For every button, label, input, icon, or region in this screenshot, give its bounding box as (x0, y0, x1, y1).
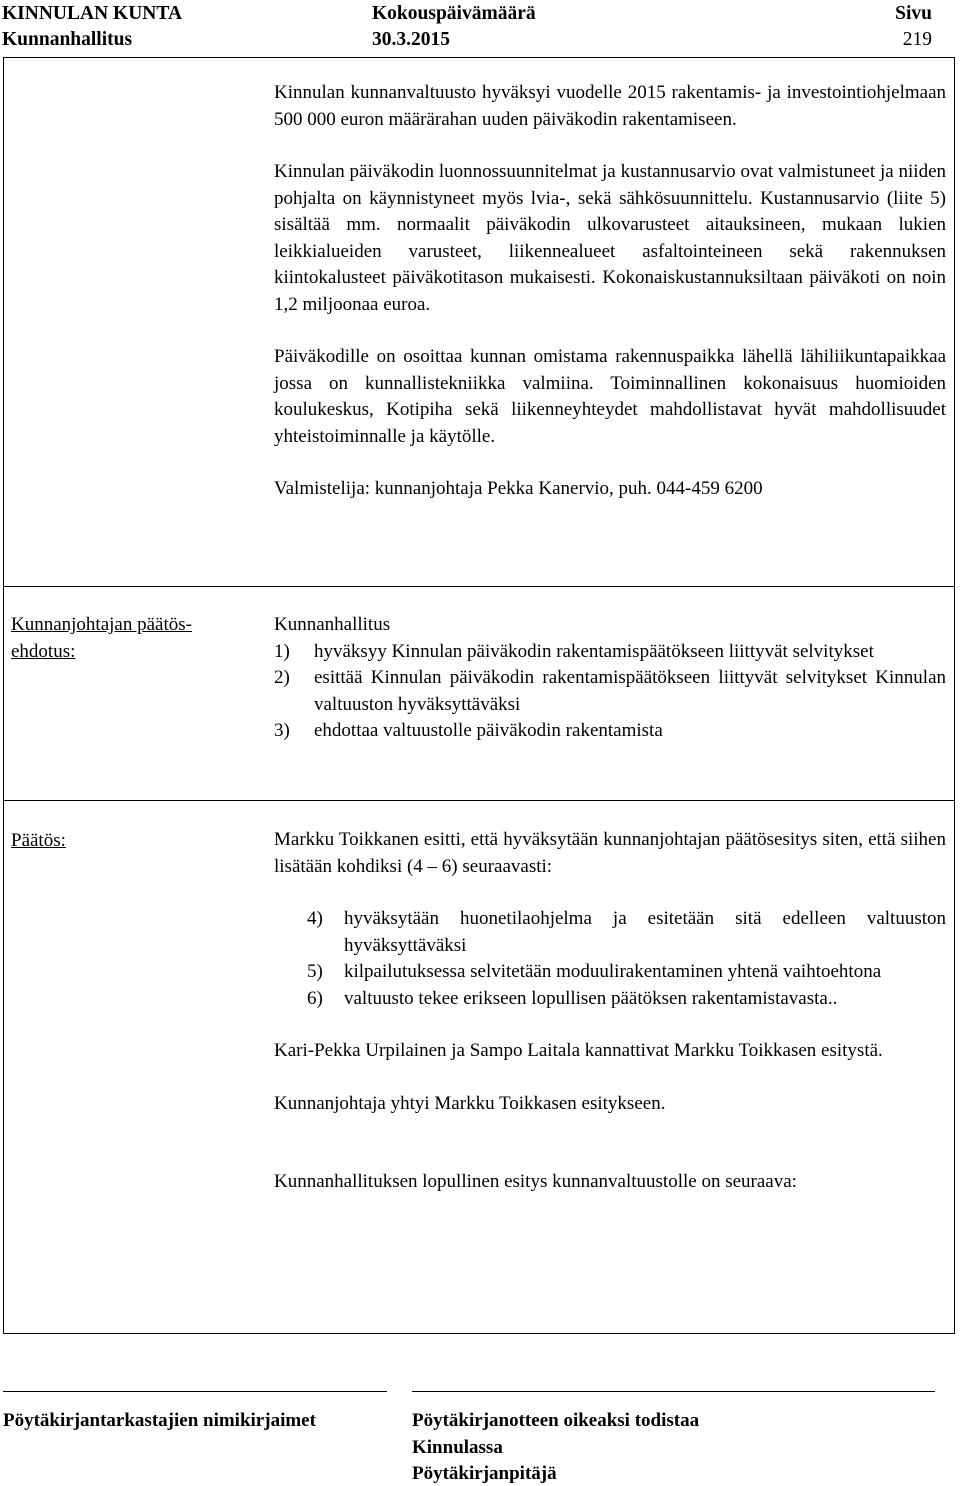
decision-label (11, 827, 251, 854)
decision-paragraph-3: Kunnanjohtaja yhtyi Markku Toikkasen esitykseen. (274, 1092, 666, 1114)
page-number: 219 (902, 29, 932, 50)
decision-paragraph-4: Kunnanhallituksen lopullinen esitys kunnanvaltuustolle on seuraava: (274, 1171, 797, 1192)
decision-paragraph-2: Kari-Pekka Urpilainen ja Sampo Laitala kannattivat Markku Toikkasen esitystä. (274, 1040, 883, 1061)
preparer-line: Valmistelija: kunnanjohtaja Pekka Kanervio, puh. 044-459 6200 (274, 478, 763, 499)
footer-secretary: Pöytäkirjanpitäjä (412, 1463, 557, 1484)
proposal-label-line-2: ehdotus: (11, 641, 76, 662)
proposal-label (11, 611, 251, 665)
item-number: 1) (274, 640, 290, 662)
list-item (274, 906, 946, 959)
item-text: kilpailutuksessa selvitetään moduulirakentaminen yhtenä vaihtoehtona (344, 961, 882, 982)
list-item (274, 665, 946, 718)
item-number: 5) (307, 961, 323, 982)
item-text: esittää Kinnulan päiväkodin rakentamispäätökseen liittyvät selvitykset Kinnulan valtuuston hyväksyttäväksi (314, 667, 946, 715)
list-item (274, 718, 946, 745)
item-number: 6) (307, 987, 323, 1009)
decision-body (274, 827, 946, 1196)
item-text: hyväksytään huonetilaohjelma ja esitetään sitä edelleen valtuuston hyväksyttäväksi (344, 908, 946, 956)
footer-signature-line-right (412, 1391, 935, 1392)
body-name: Kunnanhallitus (2, 29, 133, 50)
footer-inspectors-initials: Pöytäkirjantarkastajien nimikirjaimet (3, 1410, 316, 1431)
intro-paragraph-3: Päiväkodille on osoittaa kunnan omistama rakennuspaikka lähellä lähiliikuntapaikkaa jossa on kunnallistekniikka valmiina. Toiminnallinen kokonaisuus huomioiden koulukeskus, Kotipiha sekä liikenneyhteydet mahdollistavat hyvät mahdollisuudet yhteistoiminnalle ja käytölle. (274, 346, 946, 447)
intro-paragraph-2: Kinnulan päiväkodin luonnossuunnitelmat ja kustannusarvio ovat valmistuneet ja niiden pohjalta on käynnistyneet myös lvia-, sekä sähkösuunnittelu. Kustannusarvio (liite 5) sisältää mm. normaalit päiväkodin ulkovarusteet aitauksineen, mukaan lukien leikkialueiden varusteet, liikennealueet asfaltointeineen sekä rakennuksen kiintokalusteet päiväkotitason mukaisesti. Kokonaiskustannuksiltaan päiväkoti on noin 1,2 miljoonaa euroa. (274, 161, 946, 315)
list-item (274, 639, 946, 666)
footer-signature-line-left (3, 1391, 387, 1392)
proposal-body (274, 612, 946, 745)
decision-label-text: Päätös: (11, 830, 66, 851)
meeting-date: 30.3.2015 (372, 29, 450, 50)
proposal-addressee: Kunnanhallitus (274, 614, 391, 635)
list-item (274, 959, 946, 986)
list-item (274, 986, 946, 1013)
decision-paragraph-1: Markku Toikkanen esitti, että hyväksytään kunnanjohtajan päätösesitys siten, että siihen lisätään kohdiksi (4 – 6) seuraavasti: (274, 829, 946, 877)
item-text: hyväksyy Kinnulan päiväkodin rakentamispäätökseen liittyvät selvitykset (314, 640, 874, 662)
date-label: Kokouspäivämäärä (372, 3, 536, 24)
org-name: KINNULAN KUNTA (2, 3, 183, 24)
intro-body (274, 80, 946, 503)
footer-place: Kinnulassa (412, 1437, 503, 1458)
intro-paragraph-1: Kinnulan kunnanvaltuusto hyväksyi vuodelle 2015 rakentamis- ja investointiohjelmaan 500 000 euron määrärahan uuden päiväkodin rakentamiseen. (274, 82, 946, 130)
decision-list (274, 906, 946, 1012)
item-text: valtuusto tekee erikseen lopullisen päätöksen rakentamistavasta.. (344, 987, 838, 1009)
proposal-list (274, 639, 946, 745)
proposal-label-line-1: Kunnanjohtajan päätös- (11, 614, 192, 635)
item-number: 2) (274, 667, 290, 688)
item-number: 4) (307, 908, 323, 929)
item-number: 3) (274, 720, 290, 741)
page-label: Sivu (895, 3, 932, 24)
footer-certification: Pöytäkirjanotteen oikeaksi todistaa (412, 1410, 700, 1431)
item-text: ehdottaa valtuustolle päiväkodin rakentamista (314, 720, 663, 741)
